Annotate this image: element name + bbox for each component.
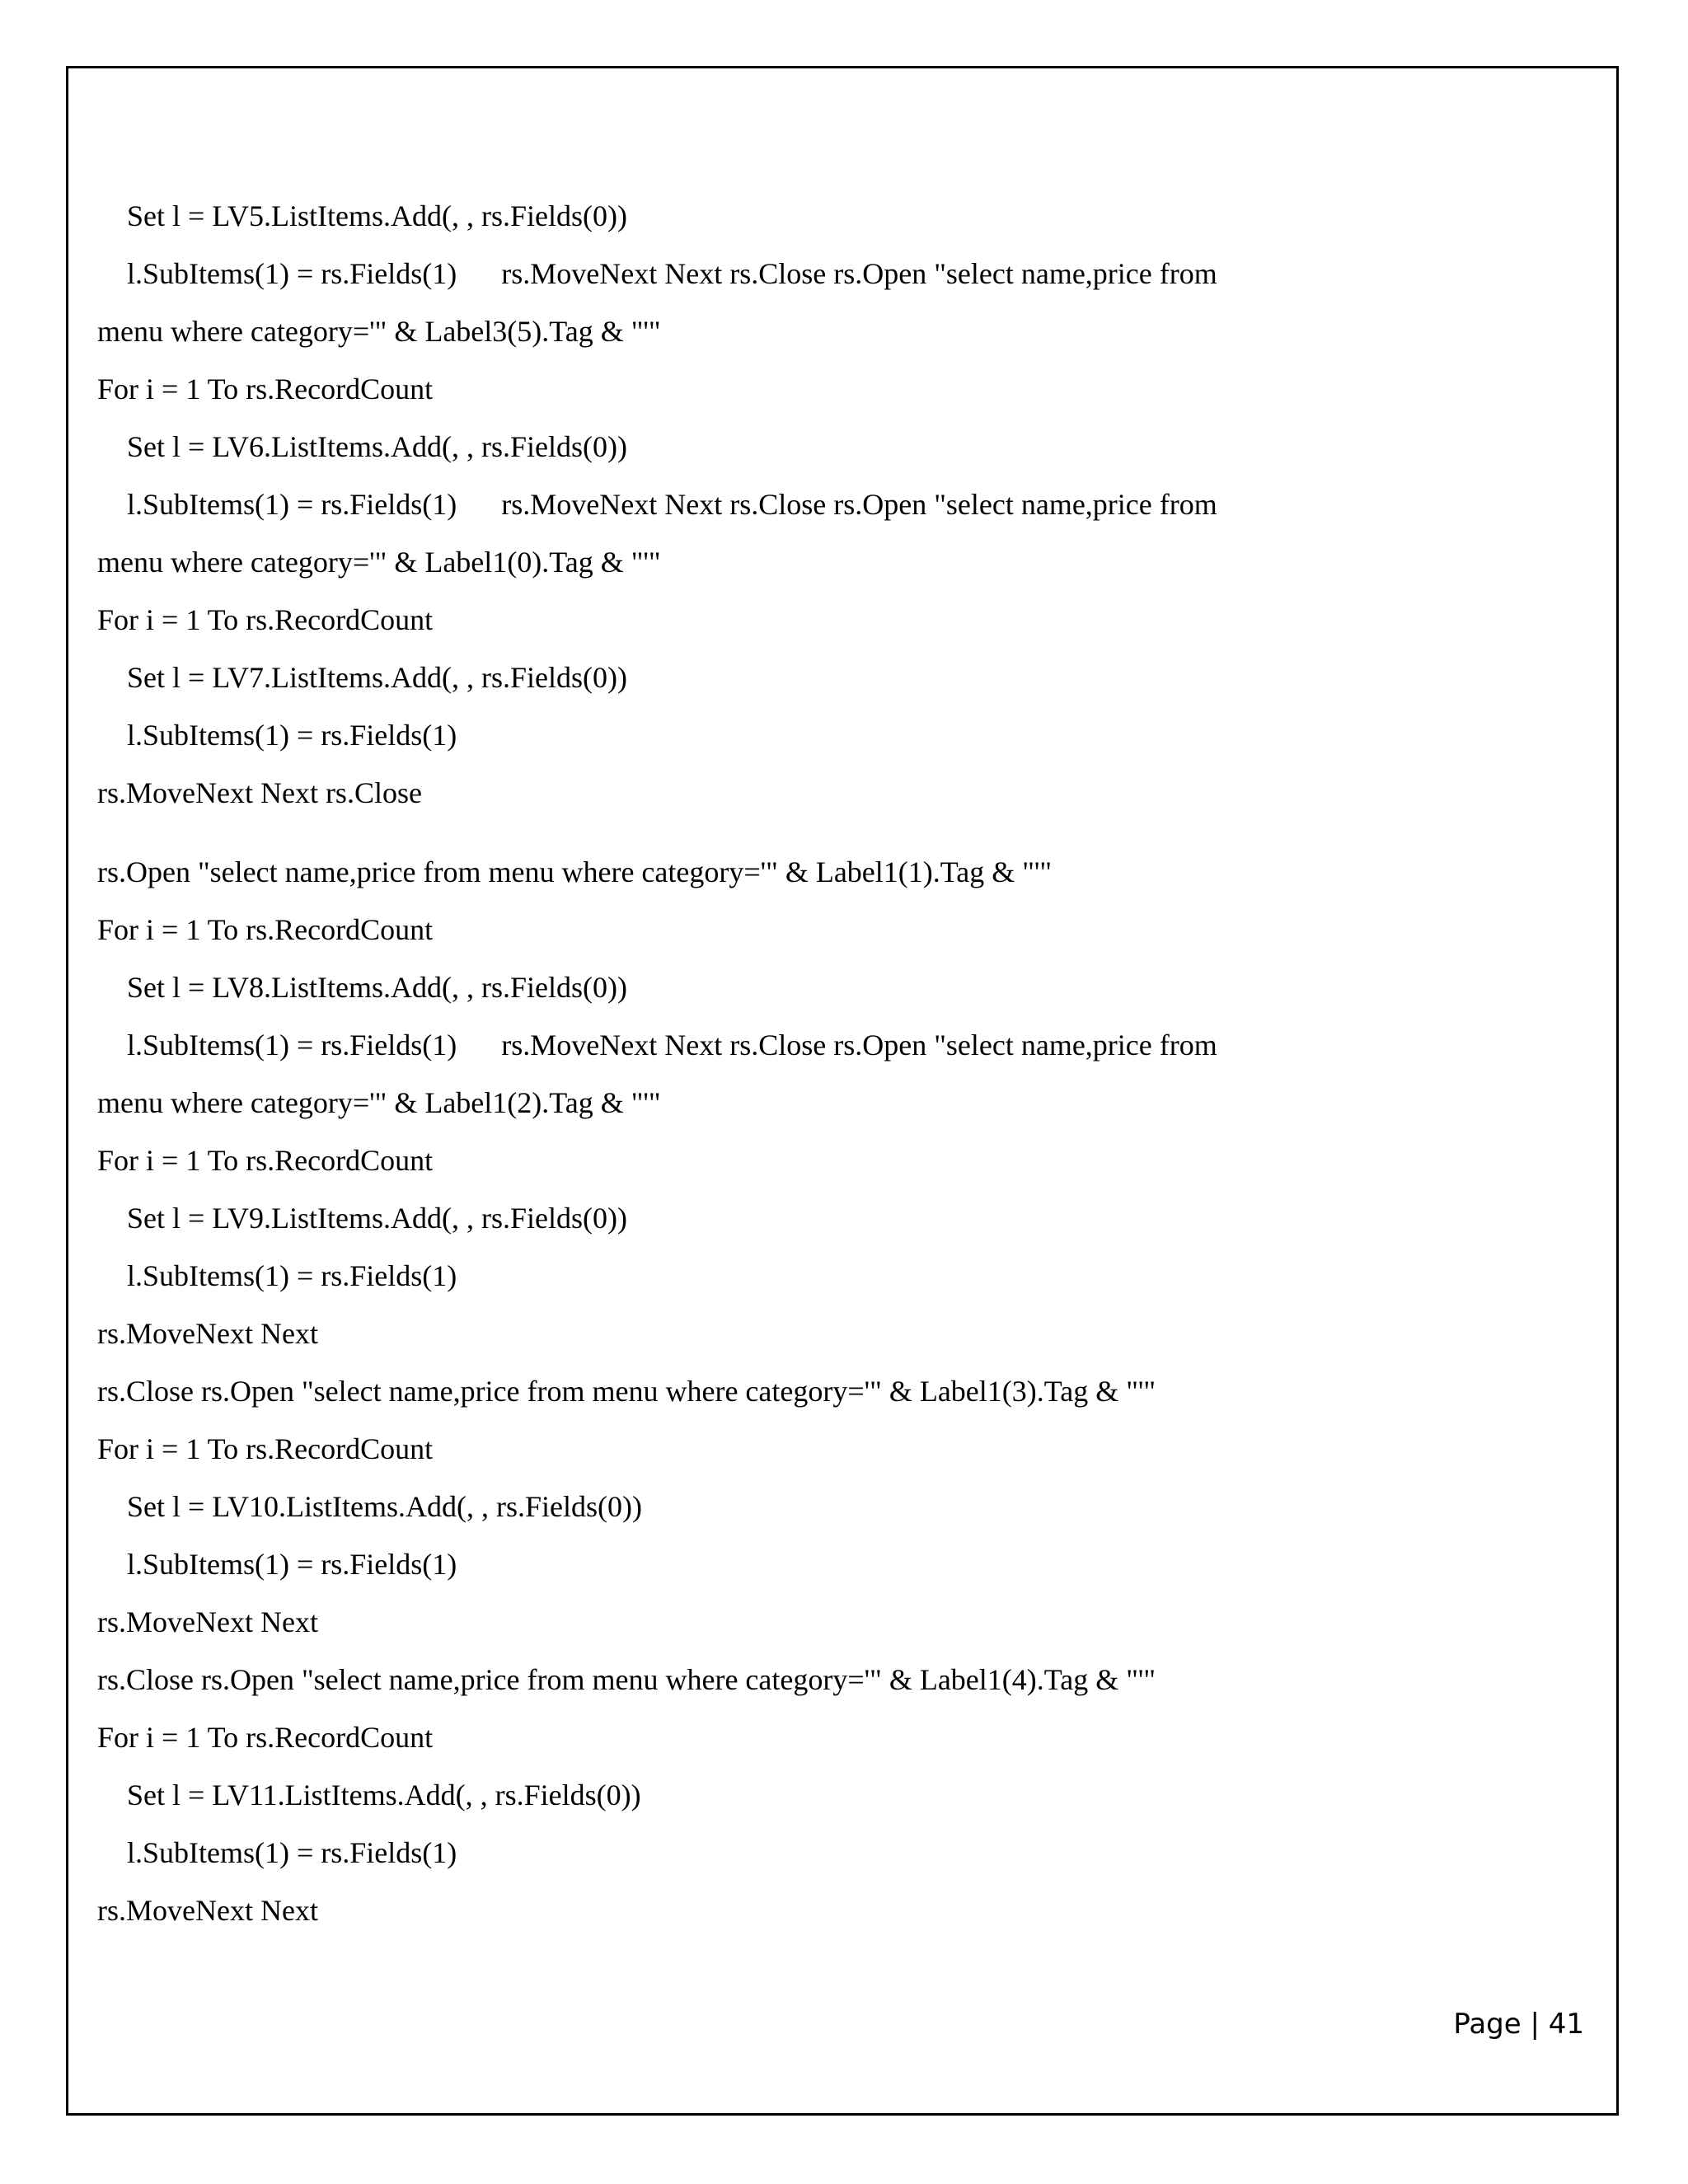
code-line: rs.MoveNext Next bbox=[97, 1605, 318, 1638]
code-line: rs.MoveNext Next bbox=[97, 1317, 318, 1350]
code-line: l.SubItems(1) = rs.Fields(1) bbox=[127, 1548, 457, 1581]
code-line: l.SubItems(1) = rs.Fields(1) bbox=[127, 1836, 457, 1869]
code-line: rs.Close rs.Open "select name,price from menu where category='" & Label1(4).Tag & "'" bbox=[97, 1663, 1156, 1696]
code-line: l.SubItems(1) = rs.Fields(1) rs.MoveNext Next rs.Close rs.Open "select name,price from bbox=[127, 257, 1217, 290]
code-line: Set l = LV11.ListItems.Add(, , rs.Fields(0)) bbox=[127, 1779, 641, 1811]
code-line: Set l = LV5.ListItems.Add(, , rs.Fields(0)) bbox=[127, 199, 627, 232]
code-line: rs.MoveNext Next bbox=[97, 1894, 318, 1927]
code-line: Set l = LV7.ListItems.Add(, , rs.Fields(0)) bbox=[127, 661, 627, 694]
code-line: rs.Open "select name,price from menu where category='" & Label1(1).Tag & "'" bbox=[97, 855, 1053, 888]
code-line: Set l = LV10.ListItems.Add(, , rs.Fields(0)) bbox=[127, 1490, 642, 1523]
code-line: Set l = LV6.ListItems.Add(, , rs.Fields(0)) bbox=[127, 430, 627, 463]
code-line: l.SubItems(1) = rs.Fields(1) bbox=[127, 719, 457, 752]
code-line: For i = 1 To rs.RecordCount bbox=[97, 913, 434, 946]
code-line: l.SubItems(1) = rs.Fields(1) bbox=[127, 1259, 457, 1292]
code-line: For i = 1 To rs.RecordCount bbox=[97, 373, 434, 405]
code-line: l.SubItems(1) = rs.Fields(1) rs.MoveNext Next rs.Close rs.Open "select name,price from bbox=[127, 1029, 1217, 1062]
code-line: For i = 1 To rs.RecordCount bbox=[97, 1144, 434, 1177]
code-line: l.SubItems(1) = rs.Fields(1) rs.MoveNext Next rs.Close rs.Open "select name,price from bbox=[127, 488, 1217, 521]
code-line: Set l = LV9.ListItems.Add(, , rs.Fields(0)) bbox=[127, 1202, 627, 1235]
code-line: menu where category='" & Label3(5).Tag & "'" bbox=[97, 315, 661, 348]
code-line: menu where category='" & Label1(2).Tag & "'" bbox=[97, 1086, 661, 1119]
code-line: rs.MoveNext Next rs.Close bbox=[97, 776, 422, 809]
page-number: Page | 41 bbox=[1453, 2008, 1584, 2041]
code-line: menu where category='" & Label1(0).Tag & "'" bbox=[97, 546, 661, 579]
code-line: For i = 1 To rs.RecordCount bbox=[97, 1721, 434, 1754]
code-line: rs.Close rs.Open "select name,price from menu where category='" & Label1(3).Tag & "'" bbox=[97, 1375, 1156, 1408]
code-line: For i = 1 To rs.RecordCount bbox=[97, 603, 434, 636]
code-line: For i = 1 To rs.RecordCount bbox=[97, 1432, 434, 1465]
code-line: Set l = LV8.ListItems.Add(, , rs.Fields(0)) bbox=[127, 971, 627, 1004]
